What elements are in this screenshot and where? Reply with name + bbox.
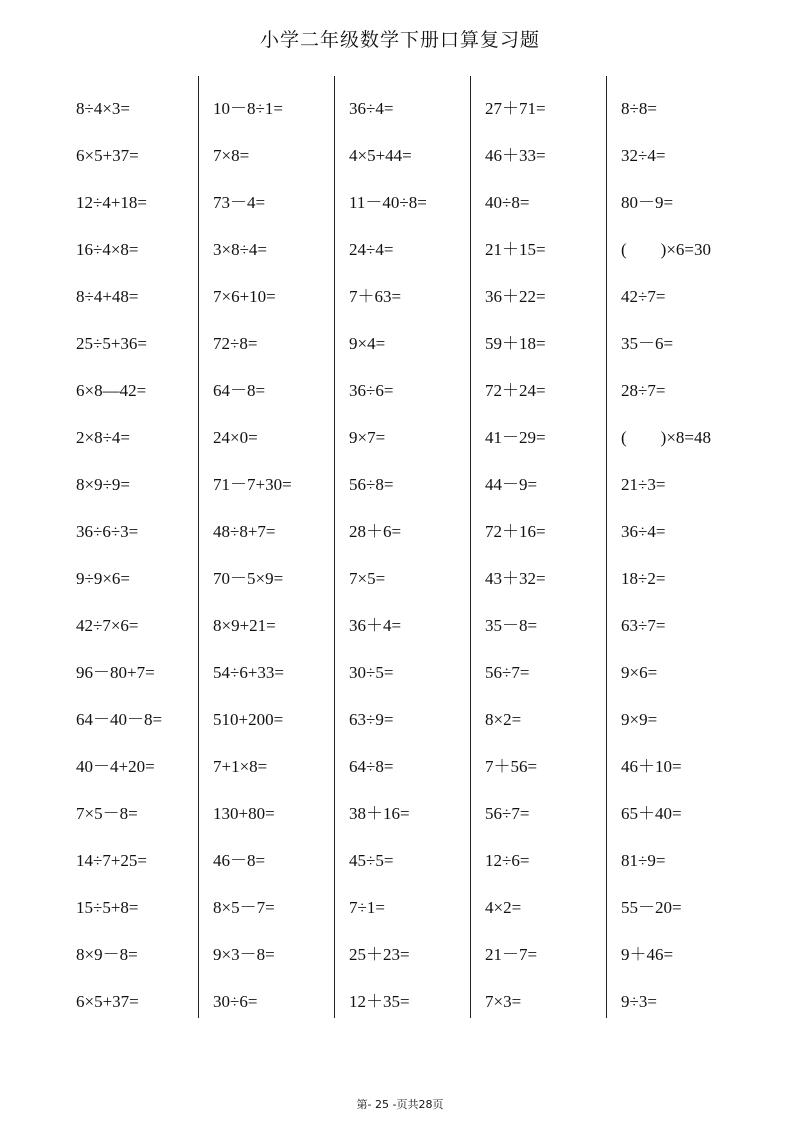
exercise-item: 6×5+37= (76, 146, 139, 165)
exercise-item: 72＋16= (485, 522, 546, 541)
exercise-item: 35－6= (621, 334, 674, 353)
exercise-item: 36÷4= (349, 99, 394, 118)
exercise-item: 2×8÷4= (76, 428, 131, 447)
exercise-item: 46＋10= (621, 757, 682, 776)
exercise-item: 38＋16= (349, 804, 410, 823)
exercise-item: 80－9= (621, 193, 674, 212)
exercise-item: 30÷6= (213, 992, 258, 1011)
exercise-item: 71－7+30= (213, 475, 292, 494)
exercise-item: 28÷7= (621, 381, 666, 400)
exercise-item: 46＋33= (485, 146, 546, 165)
page-title: 小学二年级数学下册口算复习题 (259, 29, 540, 51)
exercise-item: 27＋71= (485, 99, 546, 118)
exercise-item: 8÷8= (621, 99, 657, 118)
exercise-item: 63÷7= (621, 616, 666, 635)
exercise-item: ( )×8=48 (621, 428, 711, 447)
exercise-item: 4×2= (485, 898, 522, 917)
exercise-item: 56÷7= (485, 663, 530, 682)
exercise-item: 8×9－8= (76, 945, 138, 964)
exercise-item: 40÷8= (485, 193, 530, 212)
exercise-item: 70－5×9= (213, 569, 284, 588)
exercise-item: 9×6= (621, 663, 658, 682)
exercise-item: 11－40÷8= (349, 193, 427, 212)
exercise-item: 72＋24= (485, 381, 546, 400)
exercise-item: 3×8÷4= (213, 240, 268, 259)
exercise-item: 6×5+37= (76, 992, 139, 1011)
exercise-item: 73－4= (213, 193, 266, 212)
exercise-item: 30÷5= (349, 663, 394, 682)
exercise-item: 15÷5+8= (76, 898, 139, 917)
exercise-item: 9÷3= (621, 992, 657, 1011)
exercise-item: 64－8= (213, 381, 266, 400)
exercise-item: 9＋46= (621, 945, 674, 964)
exercise-item: 12÷4+18= (76, 193, 148, 212)
exercise-item: 7÷1= (349, 898, 385, 917)
exercise-item: 46－8= (213, 851, 266, 870)
exercise-item: 40－4+20= (76, 757, 155, 776)
exercise-item: 64－40－8= (76, 710, 163, 729)
exercise-item: 18÷2= (621, 569, 666, 588)
exercise-item: 9×4= (349, 334, 386, 353)
exercise-item: 35－8= (485, 616, 538, 635)
exercise-item: 56÷7= (485, 804, 530, 823)
exercise-item: 25÷5+36= (76, 334, 148, 353)
page-footer: 第- 25 -页共28页 (356, 1098, 444, 1111)
exercise-item: 7＋56= (485, 757, 538, 776)
exercise-column-3 (334, 76, 470, 1018)
exercise-item: 65＋40= (621, 804, 682, 823)
exercise-column-4 (470, 76, 606, 1018)
exercise-item: 55－20= (621, 898, 682, 917)
exercise-item: 36÷6÷3= (76, 522, 139, 541)
exercise-item: 21＋15= (485, 240, 546, 259)
exercise-item: 14÷7+25= (76, 851, 148, 870)
exercise-item: 12÷6= (485, 851, 530, 870)
exercise-item: 45÷5= (349, 851, 394, 870)
exercise-item: 96－80+7= (76, 663, 155, 682)
exercise-item: 36÷4= (621, 522, 666, 541)
exercise-item: 130+80= (213, 804, 275, 823)
exercise-item: 59＋18= (485, 334, 546, 353)
exercise-item: 8×2= (485, 710, 522, 729)
exercise-item: 21÷3= (621, 475, 666, 494)
exercise-item: 7×5= (349, 569, 386, 588)
exercise-item: 10－8÷1= (213, 99, 283, 118)
exercise-item: 48÷8+7= (213, 522, 276, 541)
exercise-column-2 (198, 76, 334, 1018)
exercise-item: 8×9+21= (213, 616, 276, 635)
exercise-item: 6×8—42= (76, 381, 147, 400)
exercise-item: 7＋63= (349, 287, 402, 306)
exercise-item: 36＋22= (485, 287, 546, 306)
exercise-item: 56÷8= (349, 475, 394, 494)
exercise-item: 25＋23= (349, 945, 410, 964)
exercise-item: 7+1×8= (213, 757, 268, 776)
exercise-item: 81÷9= (621, 851, 666, 870)
exercise-item: 7×6+10= (213, 287, 276, 306)
exercise-item: 41－29= (485, 428, 546, 447)
exercise-grid (62, 76, 742, 1018)
exercise-item: 4×5+44= (349, 146, 412, 165)
exercise-item: 43＋32= (485, 569, 546, 588)
exercise-item: 42÷7×6= (76, 616, 139, 635)
exercise-item: 16÷4×8= (76, 240, 139, 259)
exercise-item: 63÷9= (349, 710, 394, 729)
exercise-item: 8×5－7= (213, 898, 275, 917)
exercise-item: 54÷6+33= (213, 663, 285, 682)
exercise-item: 510+200= (213, 710, 284, 729)
exercise-item: 9×7= (349, 428, 386, 447)
exercise-item: 7×5－8= (76, 804, 138, 823)
exercise-item: 8×9÷9= (76, 475, 131, 494)
exercise-item: 36÷6= (349, 381, 394, 400)
exercise-item: 12＋35= (349, 992, 410, 1011)
exercise-column-5 (606, 76, 742, 1018)
exercise-item: 32÷4= (621, 146, 666, 165)
exercise-item: 7×3= (485, 992, 522, 1011)
exercise-item: 72÷8= (213, 334, 258, 353)
exercise-item: 9×9= (621, 710, 658, 729)
exercise-item: 7×8= (213, 146, 250, 165)
exercise-column-1 (62, 76, 198, 1018)
exercise-item: 36＋4= (349, 616, 402, 635)
exercise-item: 24×0= (213, 428, 258, 447)
exercise-item: 42÷7= (621, 287, 666, 306)
exercise-item: 21－7= (485, 945, 538, 964)
exercise-item: 24÷4= (349, 240, 394, 259)
exercise-item: 8÷4+48= (76, 287, 139, 306)
exercise-item: ( )×6=30 (621, 240, 711, 259)
exercise-item: 44－9= (485, 475, 538, 494)
exercise-item: 64÷8= (349, 757, 394, 776)
exercise-item: 9×3－8= (213, 945, 275, 964)
exercise-item: 9÷9×6= (76, 569, 131, 588)
exercise-item: 8÷4×3= (76, 99, 131, 118)
exercise-item: 28＋6= (349, 522, 402, 541)
